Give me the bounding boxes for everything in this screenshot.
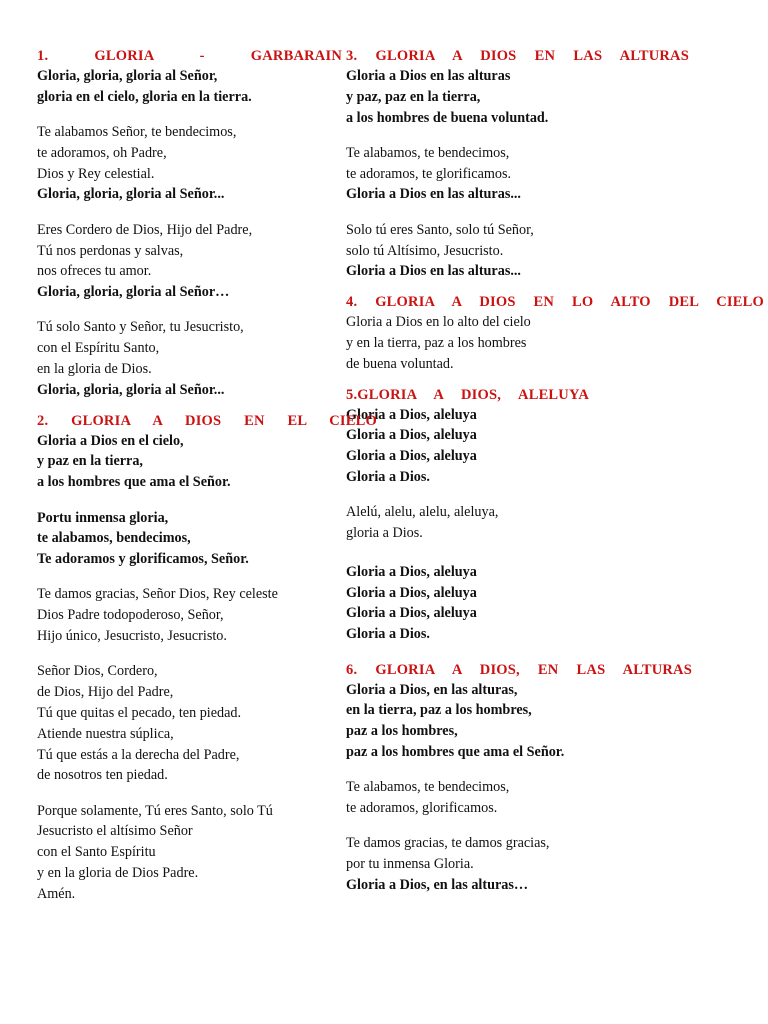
song-title: 6. GLORIA A DIOS, EN LAS ALTURAS [346, 661, 692, 678]
song-5 [346, 385, 764, 645]
stanza [346, 680, 764, 763]
lyric-line: Señor Dios, Cordero, [37, 663, 158, 680]
lyric-line: solo tú Altísimo, Jesucristo. [346, 242, 504, 259]
lyric-line: te adoramos, oh Padre, [37, 144, 167, 161]
lyric-line: nos ofreces tu amor. [37, 263, 152, 280]
refrain-line: Gloria, gloria, gloria al Señor... [37, 186, 225, 203]
stanza [346, 544, 764, 645]
song-title: 4. GLORIA A DIOS EN LO ALTO DEL CIELO [346, 294, 764, 311]
stanza [346, 405, 764, 488]
stanza [37, 66, 342, 108]
lyric-line: te adoramos, te glorificamos. [346, 165, 512, 182]
stanza [346, 833, 764, 895]
lyric-line: gloria a Dios. [346, 525, 423, 542]
lyric-line: Dios y Rey celestial. [37, 165, 155, 182]
stanza [346, 502, 764, 544]
lyric-line: Tú nos perdonas y salvas, [37, 242, 184, 259]
refrain-line: Gloria, gloria, gloria al Señor... [37, 381, 225, 398]
lyric-line: a los hombres que ama el Señor. [37, 474, 231, 491]
stanza [37, 801, 342, 905]
refrain-line: Gloria a Dios, en las alturas… [346, 876, 529, 893]
lyric-line: y paz, paz en la tierra, [346, 88, 481, 105]
lyric-line: Gloria a Dios, aleluya [346, 406, 477, 423]
lyric-line: Te alabamos Señor, te bendecimos, [37, 124, 237, 141]
lyric-line: Te alabamos, te bendecimos, [346, 144, 510, 161]
song-title: 5.GLORIA A DIOS, ALELUYA [346, 386, 589, 403]
lyric-line: Te damos gracias, te damos gracias, [346, 835, 550, 852]
song-3 [346, 46, 764, 282]
song-4 [346, 292, 764, 374]
lyric-line: gloria en el cielo, gloria en la tierra. [37, 88, 252, 105]
left-column [37, 46, 377, 905]
stanza [37, 122, 342, 205]
lyric-line: de nosotros ten piedad. [37, 767, 168, 784]
lyric-line: Porque solamente, Tú eres Santo, solo Tú [37, 802, 273, 819]
lyric-line: con el Santo Espíritu [37, 844, 156, 861]
lyric-line: en la gloria de Dios. [37, 361, 152, 378]
stanza [37, 661, 342, 786]
lyric-line: Gloria a Dios, en las alturas, [346, 681, 518, 698]
lyric-line: Gloria a Dios en el cielo, [37, 432, 184, 449]
lyric-line: Te adoramos y glorificamos, Señor. [37, 551, 249, 568]
stanza [37, 220, 342, 303]
refrain-line: Gloria, gloria, gloria al Señor… [37, 284, 230, 301]
lyric-line: Gloria a Dios, aleluya [346, 563, 477, 580]
lyric-line: de buena voluntad. [346, 355, 454, 372]
song-1 [37, 46, 342, 401]
lyric-line: Tú que quitas el pecado, ten piedad. [37, 704, 242, 721]
refrain-line: Gloria a Dios en las alturas... [346, 186, 521, 203]
lyric-line: con el Espíritu Santo, [37, 340, 160, 357]
lyric-line: te alabamos, bendecimos, [37, 530, 191, 547]
lyric-line: Solo tú eres Santo, solo tú Señor, [346, 221, 534, 238]
lyric-line: de Dios, Hijo del Padre, [37, 684, 174, 701]
lyric-line: Portu inmensa gloria, [37, 509, 169, 526]
stanza [346, 66, 764, 128]
lyric-line: y en la tierra, paz a los hombres [346, 334, 527, 351]
stanza [37, 508, 342, 570]
lyric-line: Alelú, alelu, alelu, aleluya, [346, 504, 499, 521]
lyric-line: en la tierra, paz a los hombres, [346, 702, 532, 719]
lyric-line: Gloria a Dios. [346, 468, 430, 485]
lyric-line: Gloria, gloria, gloria al Señor, [37, 68, 218, 84]
lyric-line: Dios Padre todopoderoso, Señor, [37, 607, 224, 624]
lyric-line: Te damos gracias, Señor Dios, Rey celeste [37, 586, 278, 603]
lyric-line: Tú solo Santo y Señor, tu Jesucristo, [37, 319, 244, 336]
stanza [37, 431, 342, 493]
lyric-line: por tu inmensa Gloria. [346, 856, 474, 873]
song-6 [346, 660, 764, 896]
lyric-line: a los hombres de buena voluntad. [346, 109, 549, 126]
lyric-line: Hijo único, Jesucristo, Jesucristo. [37, 628, 227, 645]
stanza [346, 312, 764, 374]
lyric-line: Gloria a Dios en lo alto del cielo [346, 314, 531, 331]
lyric-line: Amén. [37, 885, 76, 902]
song-title: 2. GLORIA A DIOS EN EL CIELO [37, 412, 377, 429]
lyric-line: Gloria a Dios, aleluya [346, 605, 477, 622]
refrain-line: Gloria a Dios en las alturas... [346, 263, 521, 280]
lyric-line: paz a los hombres, [346, 723, 458, 740]
lyric-line: Atiende nuestra súplica, [37, 725, 174, 742]
stanza [346, 143, 764, 205]
blank-line [346, 544, 764, 562]
lyric-line: Gloria a Dios, aleluya [346, 448, 477, 465]
lyric-line: y en la gloria de Dios Padre. [37, 865, 199, 881]
lyric-line: Gloria a Dios, aleluya [346, 584, 477, 601]
stanza [346, 220, 764, 282]
lyric-line: Gloria a Dios, aleluya [346, 427, 477, 444]
lyric-line: Te alabamos, te bendecimos, [346, 779, 510, 796]
lyric-line: te adoramos, glorificamos. [346, 800, 498, 817]
lyric-line: Gloria a Dios en las alturas [346, 68, 511, 84]
song-2 [37, 411, 377, 905]
stanza [37, 317, 342, 400]
lyric-line: Eres Cordero de Dios, Hijo del Padre, [37, 221, 253, 238]
stanza [346, 777, 764, 819]
stanza [37, 584, 342, 646]
lyric-line: Jesucristo el altísimo Señor [37, 823, 193, 840]
lyric-line: y paz en la tierra, [37, 453, 143, 470]
lyric-line: Gloria a Dios. [346, 626, 430, 643]
right-column [346, 46, 764, 896]
song-title: 3. GLORIA A DIOS EN LAS ALTURAS [346, 48, 689, 64]
song-title: 1. GLORIA - GARBARAIN [37, 48, 342, 64]
lyric-line: Tú que estás a la derecha del Padre, [37, 746, 240, 763]
lyric-line: paz a los hombres que ama el Señor. [346, 743, 565, 760]
